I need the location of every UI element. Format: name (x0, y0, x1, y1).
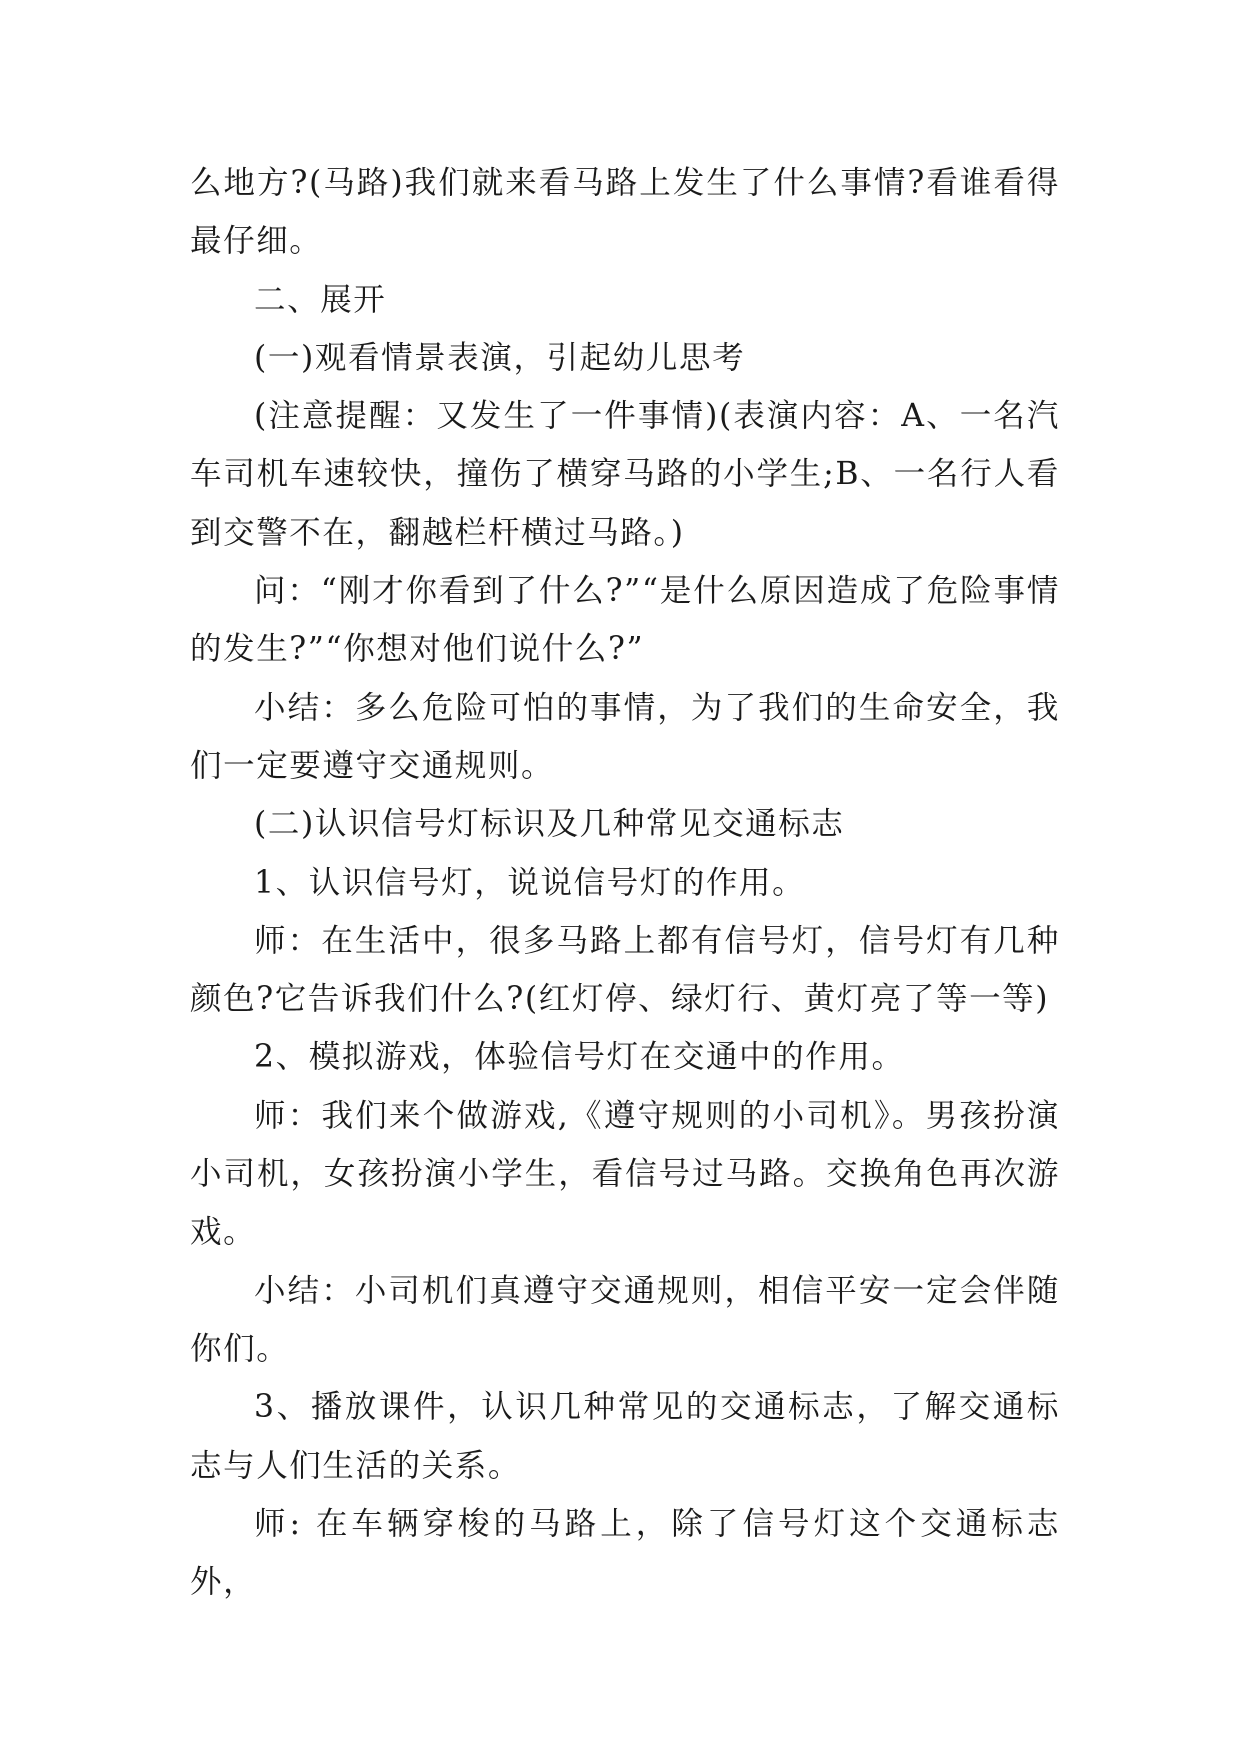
step-heading-2: 2、模拟游戏，体验信号灯在交通中的作用。 (254, 1039, 905, 1076)
step-heading-1: 1、认识信号灯，说说信号灯的作用。 (254, 864, 806, 901)
paragraph-summary-1: 小结：多么危险可怕的事情，为了我们的生命安全，我们一定要遵守交通规则。 (190, 689, 1060, 784)
paragraph-continuation: 么地方?(马路)我们就来看马路上发生了什么事情?看谁看得最仔细。 (190, 165, 1060, 260)
paragraph-teacher-2: 师：我们来个做游戏,《遵守规则的小司机》。男孩扮演小司机，女孩扮演小学生，看信号过马路。交换角色再次游戏。 (190, 1097, 1060, 1251)
paragraph-summary-2: 小结：小司机们真遵守交通规则，相信平安一定会伴随你们。 (190, 1272, 1060, 1367)
document-body (190, 154, 1060, 1611)
paragraph-teacher-1: 师：在生活中，很多马路上都有信号灯，信号灯有几种颜色?它告诉我们什么?(红灯停、绿灯行、黄灯亮了等一等) (190, 922, 1060, 1018)
step-heading-3: 3、播放课件，认识几种常见的交通标志，了解交通标志与人们生活的关系。 (190, 1389, 1060, 1484)
paragraph-questions: 问：“刚才你看到了什么?”“是什么原因造成了危险事情的发生?”“你想对他们说什么?” (190, 573, 1060, 668)
subsection-heading-signals: (二)认识信号灯标识及几种常见交通标志 (254, 806, 845, 843)
paragraph-performance-content: (注意提醒：又发生了一件事情)(表演内容：A、一名汽车司机车速较快，撞伤了横穿马路的小学生;B、一名行人看到交警不在，翻越栏杆横过马路。) (190, 398, 1060, 551)
paragraph-teacher-3: 师: 在车辆穿梭的马路上，除了信号灯这个交通标志外， (190, 1505, 1060, 1601)
section-heading-expand: 二、展开 (254, 281, 387, 318)
subsection-heading-watch-performance: (一)观看情景表演，引起幼儿思考 (254, 339, 746, 376)
